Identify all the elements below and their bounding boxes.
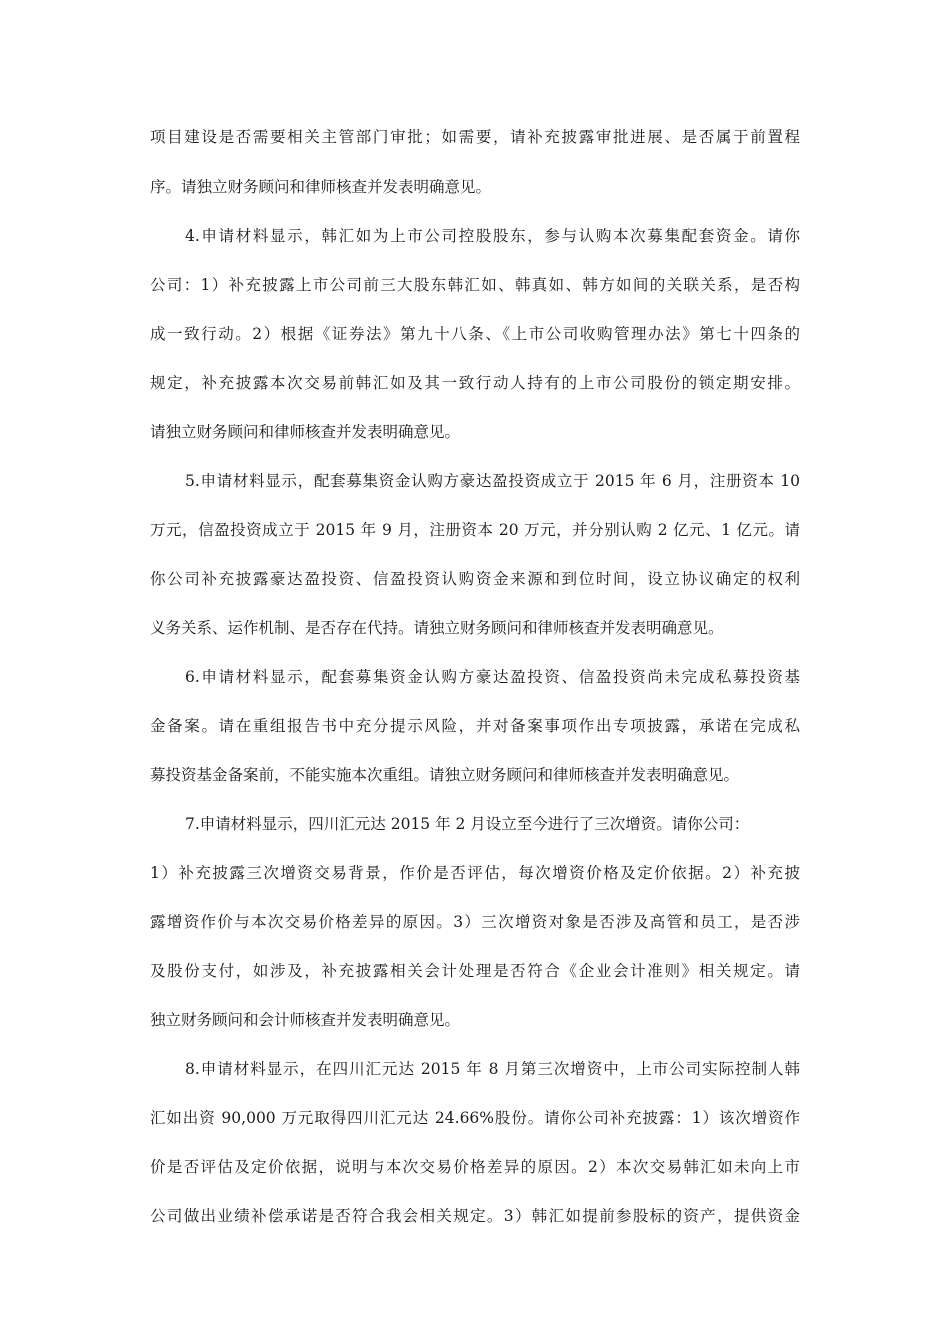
text-line: 项目建设是否需要相关主管部门审批；如需要，请补充披露审批进展、是否属于前置程 <box>150 128 800 146</box>
text-line: 及股份支付，如涉及，补充披露相关会计处理是否符合《企业会计准则》相关规定。请 <box>150 962 800 980</box>
paragraph-start-line: 6.申请材料显示，配套募集资金认购方豪达盈投资、信盈投资尚未完成私募投资基 <box>185 668 800 686</box>
text-line: 规定，补充披露本次交易前韩汇如及其一致行动人持有的上市公司股份的锁定期安排。 <box>150 374 800 392</box>
text-line: 你公司补充披露豪达盈投资、信盈投资认购资金来源和到位时间，设立协议确定的权利 <box>150 570 800 588</box>
text-line: 1）补充披露三次增资交易背景，作价是否评估，每次增资价格及定价依据。2）补充披 <box>150 864 800 882</box>
text-line: 万元，信盈投资成立于 2015 年 9 月，注册资本 20 万元，并分别认购 2 亿元、1 亿元。请 <box>150 521 800 539</box>
paragraph-start-line: 8.申请材料显示，在四川汇元达 2015 年 8 月第三次增资中，上市公司实际控制人韩 <box>185 1060 800 1078</box>
text-line: 请独立财务顾问和律师核查并发表明确意见。 <box>150 423 461 441</box>
text-line: 价是否评估及定价依据，说明与本次交易价格差异的原因。2）本次交易韩汇如未向上市 <box>150 1158 800 1176</box>
paragraph-start-line: 7.申请材料显示，四川汇元达 2015 年 2 月设立至今进行了三次增资。请你公司： <box>185 815 750 833</box>
text-line: 金备案。请在重组报告书中充分提示风险，并对备案事项作出专项披露，承诺在完成私 <box>150 717 800 735</box>
paragraph-start-line: 4.申请材料显示，韩汇如为上市公司控股股东，参与认购本次募集配套资金。请你 <box>185 227 800 245</box>
text-line: 公司：1）补充披露上市公司前三大股东韩汇如、韩真如、韩方如间的关联关系，是否构 <box>150 276 800 294</box>
paragraph-start-line: 5.申请材料显示，配套募集资金认购方豪达盈投资成立于 2015 年 6 月，注册资本 10 <box>185 472 800 490</box>
text-line: 义务关系、运作机制、是否存在代持。请独立财务顾问和律师核查并发表明确意见。 <box>150 619 724 637</box>
text-line: 募投资基金备案前，不能实施本次重组。请独立财务顾问和律师核查并发表明确意见。 <box>150 766 740 784</box>
text-line: 公司做出业绩补偿承诺是否符合我会相关规定。3）韩汇如提前参股标的资产，提供资金 <box>150 1207 800 1225</box>
text-line: 汇如出资 90,000 万元取得四川汇元达 24.66%股份。请你公司补充披露：1）该次增资作 <box>150 1109 800 1127</box>
text-line: 露增资作价与本次交易价格差异的原因。3）三次增资对象是否涉及高管和员工，是否涉 <box>150 913 800 931</box>
text-line: 序。请独立财务顾问和律师核查并发表明确意见。 <box>150 178 492 196</box>
text-line: 独立财务顾问和会计师核查并发表明确意见。 <box>150 1011 461 1029</box>
text-line: 成一致行动。2）根据《证券法》第九十八条、《上市公司收购管理办法》第七十四条的 <box>150 325 800 343</box>
